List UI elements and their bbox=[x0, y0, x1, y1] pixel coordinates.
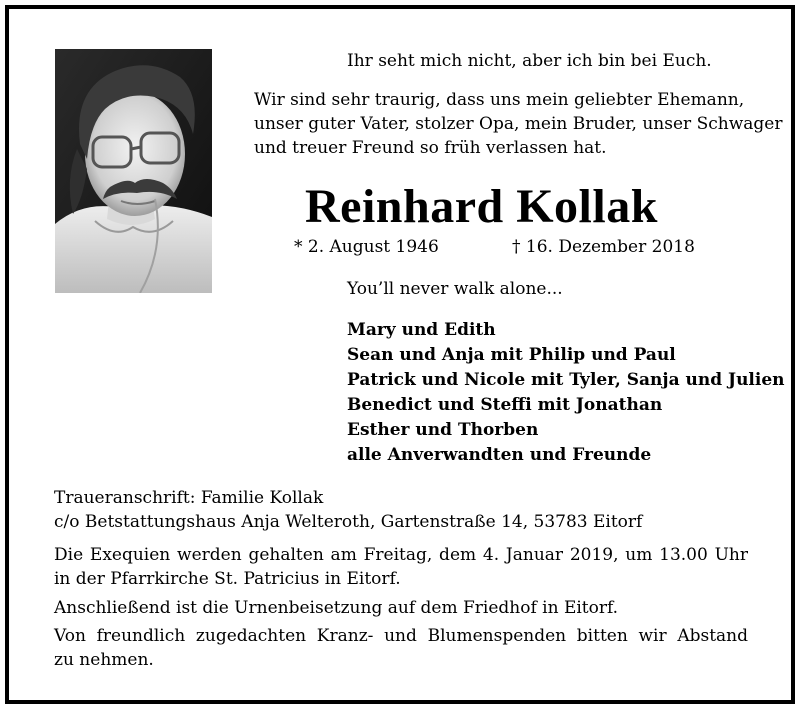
intro-line: Wir sind sehr traurig, dass uns mein geliebter Ehemann, bbox=[254, 90, 745, 110]
mourner-line: Mary und Edith bbox=[347, 320, 496, 340]
flowers-line: Von freundlich zugedachten Kranz- und Blumenspenden bitten wir Abstand bbox=[54, 626, 748, 646]
mourners-list bbox=[347, 318, 785, 468]
mourning-address bbox=[54, 486, 642, 534]
flowers-paragraph bbox=[54, 624, 748, 672]
intro-text bbox=[254, 88, 783, 160]
exequien-line: in der Pfarrkirche St. Patricius in Eitorf. bbox=[54, 569, 401, 589]
exequien-paragraph bbox=[54, 543, 748, 591]
mourner-line: alle Anverwandten und Freunde bbox=[347, 445, 652, 465]
address-line: c/o Betstattungshaus Anja Welteroth, Gartenstraße 14, 53783 Eitorf bbox=[54, 512, 643, 532]
flowers-line: zu nehmen. bbox=[54, 650, 154, 670]
address-line: Traueranschrift: Familie Kollak bbox=[54, 488, 324, 508]
mourner-line: Sean und Anja mit Philip und Paul bbox=[347, 345, 676, 365]
portrait-photo bbox=[55, 49, 212, 293]
obituary-notice bbox=[5, 5, 795, 704]
urn-paragraph: Anschließend ist die Urnenbeisetzung auf dem Friedhof in Eitorf. bbox=[54, 598, 619, 618]
intro-line: unser guter Vater, stolzer Opa, mein Bruder, unser Schwager bbox=[254, 114, 783, 134]
exequien-line: Die Exequien werden gehalten am Freitag, dem 4. Januar 2019, um 13.00 Uhr bbox=[54, 545, 748, 565]
death-date: † 16. Dezember 2018 bbox=[512, 237, 695, 257]
mourner-line: Patrick und Nicole mit Tyler, Sanja und Julien bbox=[347, 370, 785, 390]
quote-line: You’ll never walk alone... bbox=[347, 279, 563, 299]
mourner-line: Benedict und Steffi mit Jonathan bbox=[347, 395, 663, 415]
intro-line: und treuer Freund so früh verlassen hat. bbox=[254, 138, 607, 158]
mourner-line: Esther und Thorben bbox=[347, 420, 539, 440]
birth-date: * 2. August 1946 bbox=[294, 237, 439, 257]
deceased-name: Reinhard Kollak bbox=[305, 180, 658, 233]
motto-line: Ihr seht mich nicht, aber ich bin bei Euch. bbox=[347, 51, 712, 71]
